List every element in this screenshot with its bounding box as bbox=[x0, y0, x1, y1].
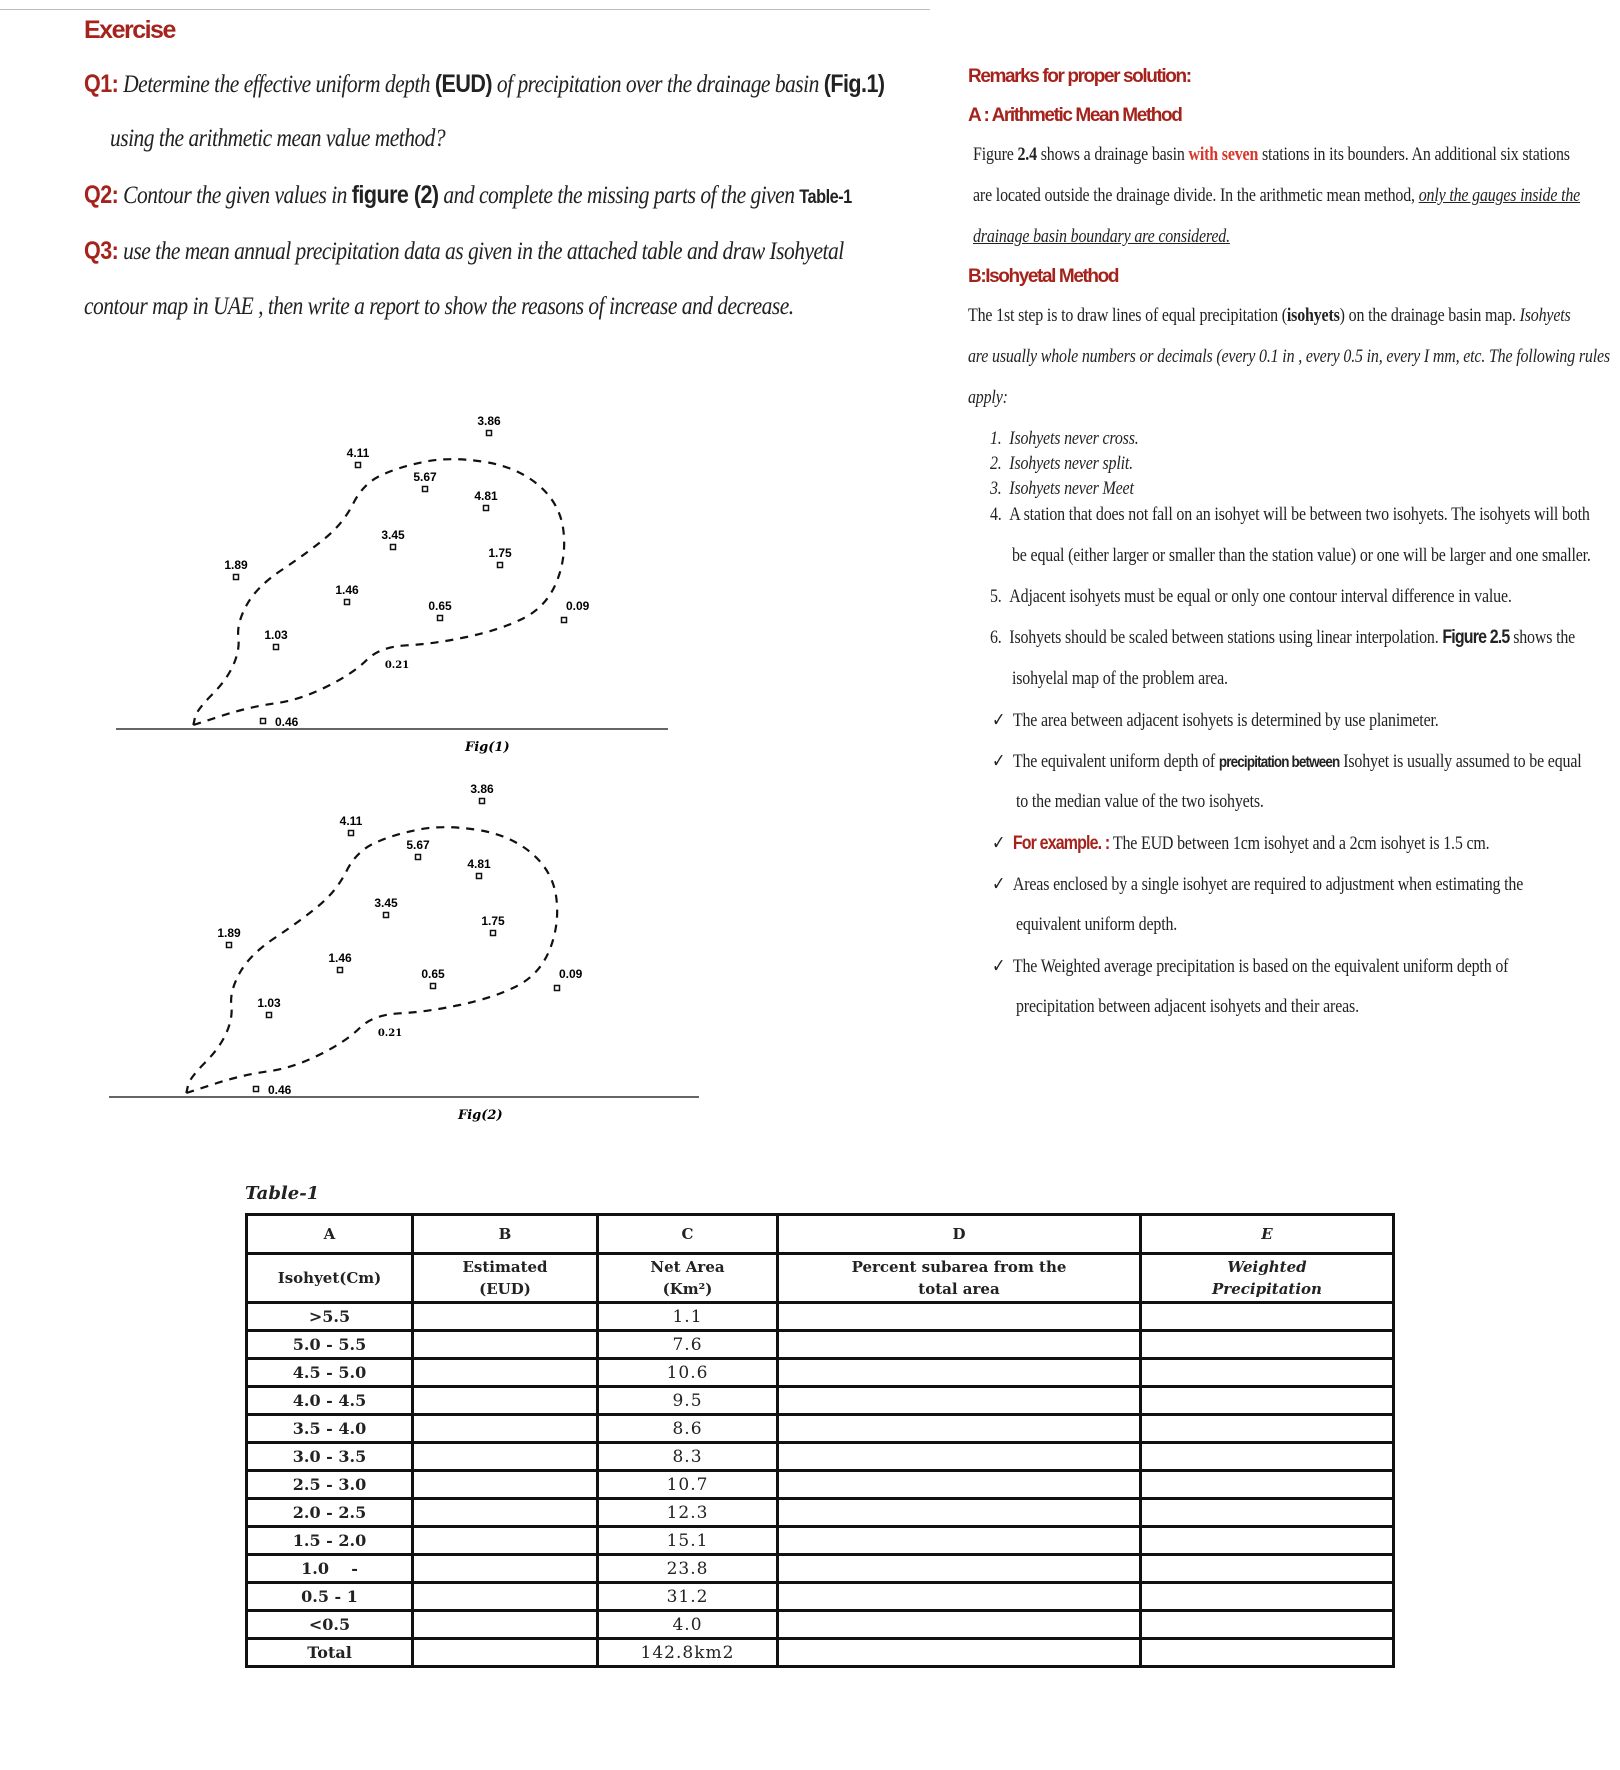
isohyet-cell: 5.0 - 5.5 bbox=[247, 1331, 413, 1359]
basin-boundary bbox=[186, 827, 557, 1093]
remarks-title: Remarks for proper solution: bbox=[968, 66, 1191, 87]
empty-cell bbox=[413, 1471, 598, 1499]
station-value: 1.46 bbox=[328, 951, 352, 965]
empty-cell bbox=[778, 1387, 1141, 1415]
empty-cell bbox=[413, 1359, 598, 1387]
check-2-cont: to the median value of the two isohyets. bbox=[1016, 791, 1264, 812]
rule-6: 6. Isohyets should be scaled between stations using linear interpolation. Figure 2.5 shows the bbox=[990, 627, 1576, 648]
isohyet-cell: 0.5 - 1 bbox=[247, 1583, 413, 1611]
table-1 bbox=[245, 1213, 1395, 1668]
net-area-cell: 8.3 bbox=[598, 1443, 778, 1471]
empty-cell bbox=[413, 1303, 598, 1331]
rule-2: 2. Isohyets never split. bbox=[990, 453, 1133, 474]
station-value: 3.45 bbox=[374, 896, 398, 910]
table-row bbox=[247, 1471, 1394, 1499]
station-marker bbox=[438, 616, 443, 621]
station-value: 0.09 bbox=[566, 599, 590, 613]
check-icon: ✓ bbox=[992, 710, 1006, 731]
net-area-cell: 31.2 bbox=[598, 1583, 778, 1611]
column-header-line: Isohyet(Cm) bbox=[277, 1269, 382, 1287]
net-area-cell: 1.1 bbox=[598, 1303, 778, 1331]
station-value: 3.86 bbox=[470, 782, 494, 796]
station-value: 0.21 bbox=[384, 660, 410, 671]
table-row bbox=[247, 1359, 1394, 1387]
station-marker bbox=[416, 855, 421, 860]
station-marker bbox=[254, 1087, 259, 1092]
station-marker bbox=[487, 431, 492, 436]
net-area-cell: 4.0 bbox=[598, 1611, 778, 1639]
question-1: Q1: Determine the effective uniform depth (EUD) of precipitation over the drainage basin (Fig.1) bbox=[84, 70, 885, 98]
isohyet-cell: 2.0 - 2.5 bbox=[247, 1499, 413, 1527]
isohyet-cell: 3.0 - 3.5 bbox=[247, 1443, 413, 1471]
empty-cell bbox=[1141, 1527, 1394, 1555]
empty-cell bbox=[778, 1471, 1141, 1499]
question-3-cont: contour map in UAE , then write a report to show the reasons of increase and decrease. bbox=[84, 293, 794, 320]
isohyet-cell: 2.5 - 3.0 bbox=[247, 1471, 413, 1499]
station-value: 5.67 bbox=[413, 470, 437, 484]
table-row bbox=[247, 1303, 1394, 1331]
check-icon: ✓ bbox=[992, 833, 1006, 854]
column-header-line: Precipitation bbox=[1212, 1280, 1322, 1298]
empty-cell bbox=[413, 1639, 598, 1667]
check-5-cont: precipitation between adjacent isohyets and their areas. bbox=[1016, 996, 1359, 1017]
rule-3: 3. Isohyets never Meet bbox=[990, 478, 1134, 499]
empty-cell bbox=[413, 1499, 598, 1527]
station-value: 4.11 bbox=[346, 446, 370, 460]
station-value: 1.75 bbox=[488, 546, 512, 560]
column-letter: B bbox=[413, 1215, 598, 1254]
figure-caption: Fig(1) bbox=[465, 740, 510, 755]
station-marker bbox=[491, 931, 496, 936]
net-area-cell: 9.5 bbox=[598, 1387, 778, 1415]
empty-cell bbox=[1141, 1415, 1394, 1443]
column-header-line: (Km²) bbox=[662, 1280, 713, 1298]
arithmetic-heading: A : Arithmetic Mean Method bbox=[968, 105, 1182, 126]
station-marker bbox=[349, 831, 354, 836]
basin-boundary bbox=[193, 459, 564, 725]
empty-cell bbox=[778, 1331, 1141, 1359]
column-letter: C bbox=[598, 1215, 778, 1254]
column-header-line: Estimated bbox=[462, 1258, 548, 1276]
station-value: 0.09 bbox=[559, 967, 583, 981]
station-marker bbox=[227, 943, 232, 948]
exercise-title: Exercise bbox=[84, 16, 175, 44]
table-row bbox=[247, 1611, 1394, 1639]
column-header-line: total area bbox=[918, 1280, 1000, 1298]
column-header bbox=[413, 1254, 598, 1303]
check-icon: ✓ bbox=[992, 751, 1006, 772]
empty-cell bbox=[413, 1527, 598, 1555]
empty-cell bbox=[1141, 1331, 1394, 1359]
empty-cell bbox=[413, 1583, 598, 1611]
station-value: 5.67 bbox=[406, 838, 430, 852]
table-row bbox=[247, 1443, 1394, 1471]
station-marker bbox=[555, 986, 560, 991]
check-icon: ✓ bbox=[992, 874, 1006, 895]
empty-cell bbox=[778, 1415, 1141, 1443]
isohyet-cell: 3.5 - 4.0 bbox=[247, 1415, 413, 1443]
figure-caption: Fig(2) bbox=[458, 1108, 503, 1123]
column-letter-row bbox=[247, 1215, 1394, 1254]
empty-cell bbox=[1141, 1555, 1394, 1583]
net-area-cell: 7.6 bbox=[598, 1331, 778, 1359]
rule-1: 1. Isohyets never cross. bbox=[990, 428, 1139, 449]
empty-cell bbox=[778, 1611, 1141, 1639]
station-value: 0.46 bbox=[275, 715, 299, 729]
figure-1 bbox=[116, 414, 668, 755]
isohyet-cell: 1.5 - 2.0 bbox=[247, 1527, 413, 1555]
rule-5: 5. Adjacent isohyets must be equal or only one contour interval difference in value. bbox=[990, 586, 1512, 607]
station-marker bbox=[267, 1013, 272, 1018]
arithmetic-para-2: are located outside the drainage divide. In the arithmetic mean method, only the gauges inside the bbox=[973, 185, 1581, 206]
column-header-line: (EUD) bbox=[479, 1280, 531, 1298]
station-marker bbox=[274, 645, 279, 650]
isohyetal-para-3: apply: bbox=[968, 387, 1008, 408]
station-value: 1.89 bbox=[217, 926, 241, 940]
empty-cell bbox=[778, 1443, 1141, 1471]
table-row bbox=[247, 1583, 1394, 1611]
empty-cell bbox=[1141, 1303, 1394, 1331]
net-area-cell: 8.6 bbox=[598, 1415, 778, 1443]
empty-cell bbox=[1141, 1583, 1394, 1611]
isohyet-cell: <0.5 bbox=[247, 1611, 413, 1639]
table-row bbox=[247, 1555, 1394, 1583]
station-value: 4.81 bbox=[467, 857, 491, 871]
net-area-cell: 10.6 bbox=[598, 1359, 778, 1387]
column-letter: A bbox=[247, 1215, 413, 1254]
station-marker bbox=[261, 719, 266, 724]
isohyet-cell: 4.0 - 4.5 bbox=[247, 1387, 413, 1415]
empty-cell bbox=[1141, 1359, 1394, 1387]
column-header bbox=[247, 1254, 413, 1303]
station-value: 0.21 bbox=[377, 1028, 403, 1039]
rule-6-cont: isohyelal map of the problem area. bbox=[1012, 668, 1228, 689]
station-marker bbox=[423, 487, 428, 492]
station-value: 0.65 bbox=[428, 599, 452, 613]
check-2: ✓ The equivalent uniform depth of precipitation between Isohyet is usually assumed to be equal bbox=[992, 751, 1582, 772]
station-value: 0.65 bbox=[421, 967, 445, 981]
station-marker bbox=[384, 913, 389, 918]
station-value: 1.89 bbox=[224, 558, 248, 572]
isohyet-cell: 4.5 - 5.0 bbox=[247, 1359, 413, 1387]
check-icon: ✓ bbox=[992, 956, 1006, 977]
rule-4-cont: be equal (either larger or smaller than the station value) or one will be larger and one smaller. bbox=[1012, 545, 1591, 566]
figure-2 bbox=[109, 782, 699, 1123]
empty-cell bbox=[413, 1611, 598, 1639]
empty-cell bbox=[778, 1359, 1141, 1387]
check-4-cont: equivalent uniform depth. bbox=[1016, 914, 1178, 935]
isohyetal-para-1: The 1st step is to draw lines of equal precipitation (isohyets) on the drainage basin map. Isohyets bbox=[968, 305, 1571, 326]
column-header-line: Percent subarea from the bbox=[851, 1258, 1067, 1276]
table-row bbox=[247, 1387, 1394, 1415]
station-marker bbox=[338, 968, 343, 973]
column-header bbox=[1141, 1254, 1394, 1303]
check-3: ✓ For example. : The EUD between 1cm isohyet and a 2cm isohyet is 1.5 cm. bbox=[992, 833, 1490, 854]
arithmetic-para-3: drainage basin boundary are considered. bbox=[973, 226, 1230, 247]
column-header bbox=[598, 1254, 778, 1303]
net-area-cell: 142.8km2 bbox=[598, 1639, 778, 1667]
station-value: 3.45 bbox=[381, 528, 405, 542]
station-marker bbox=[480, 799, 485, 804]
basin-figures bbox=[0, 0, 940, 1140]
isohyetal-para-2: are usually whole numbers or decimals (every 0.1 in , every 0.5 in, every I mm, etc. The following rules bbox=[968, 346, 1610, 367]
table-row bbox=[247, 1415, 1394, 1443]
question-3: Q3: use the mean annual precipitation data as given in the attached table and draw Isohyetal bbox=[84, 237, 844, 265]
net-area-cell: 12.3 bbox=[598, 1499, 778, 1527]
station-marker bbox=[484, 506, 489, 511]
empty-cell bbox=[778, 1555, 1141, 1583]
column-header-row bbox=[247, 1254, 1394, 1303]
check-4: ✓ Areas enclosed by a single isohyet are required to adjustment when estimating the bbox=[992, 874, 1524, 895]
table-row bbox=[247, 1331, 1394, 1359]
station-marker bbox=[234, 575, 239, 580]
empty-cell bbox=[778, 1639, 1141, 1667]
station-value: 3.86 bbox=[477, 414, 501, 428]
check-1: ✓ The area between adjacent isohyets is determined by use planimeter. bbox=[992, 710, 1439, 731]
station-value: 1.46 bbox=[335, 583, 359, 597]
empty-cell bbox=[778, 1583, 1141, 1611]
empty-cell bbox=[413, 1555, 598, 1583]
empty-cell bbox=[778, 1499, 1141, 1527]
column-letter: E bbox=[1141, 1215, 1394, 1254]
empty-cell bbox=[1141, 1443, 1394, 1471]
isohyet-cell: >5.5 bbox=[247, 1303, 413, 1331]
table-caption: Table-1 bbox=[245, 1183, 320, 1204]
station-marker bbox=[391, 545, 396, 550]
net-area-cell: 23.8 bbox=[598, 1555, 778, 1583]
isohyetal-heading: B:Isohyetal Method bbox=[968, 266, 1119, 287]
column-header-line: Net Area bbox=[650, 1258, 725, 1276]
station-value: 1.75 bbox=[481, 914, 505, 928]
empty-cell bbox=[1141, 1639, 1394, 1667]
station-marker bbox=[431, 984, 436, 989]
station-value: 4.81 bbox=[474, 489, 498, 503]
empty-cell bbox=[1141, 1471, 1394, 1499]
station-value: 1.03 bbox=[264, 628, 288, 642]
empty-cell bbox=[413, 1331, 598, 1359]
station-marker bbox=[498, 563, 503, 568]
empty-cell bbox=[1141, 1611, 1394, 1639]
station-marker bbox=[345, 600, 350, 605]
station-marker bbox=[562, 618, 567, 623]
empty-cell bbox=[413, 1443, 598, 1471]
column-header-line: Weighted bbox=[1227, 1258, 1307, 1276]
column-header bbox=[778, 1254, 1141, 1303]
table-row bbox=[247, 1639, 1394, 1667]
isohyet-cell: 1.0 - bbox=[247, 1555, 413, 1583]
station-marker bbox=[356, 463, 361, 468]
station-marker bbox=[477, 874, 482, 879]
station-value: 1.03 bbox=[257, 996, 281, 1010]
isohyet-cell: Total bbox=[247, 1639, 413, 1667]
table-row bbox=[247, 1499, 1394, 1527]
empty-cell bbox=[1141, 1387, 1394, 1415]
station-value: 0.46 bbox=[268, 1083, 292, 1097]
net-area-cell: 10.7 bbox=[598, 1471, 778, 1499]
rule-4: 4. A station that does not fall on an isohyet will be between two isohyets. The isohyets will both bbox=[990, 504, 1590, 525]
table-row bbox=[247, 1527, 1394, 1555]
station-value: 4.11 bbox=[339, 814, 363, 828]
check-5: ✓ The Weighted average precipitation is based on the equivalent uniform depth of bbox=[992, 956, 1509, 977]
column-letter: D bbox=[778, 1215, 1141, 1254]
question-1-cont: using the arithmetic mean value method? bbox=[110, 125, 446, 152]
net-area-cell: 15.1 bbox=[598, 1527, 778, 1555]
empty-cell bbox=[413, 1387, 598, 1415]
empty-cell bbox=[1141, 1499, 1394, 1527]
empty-cell bbox=[778, 1303, 1141, 1331]
empty-cell bbox=[778, 1527, 1141, 1555]
arithmetic-para-1: Figure 2.4 shows a drainage basin with seven stations in its bounders. An additional six stations bbox=[973, 144, 1570, 165]
question-2: Q2: Contour the given values in figure (2) and complete the missing parts of the given Table-1 bbox=[84, 181, 852, 209]
empty-cell bbox=[413, 1415, 598, 1443]
